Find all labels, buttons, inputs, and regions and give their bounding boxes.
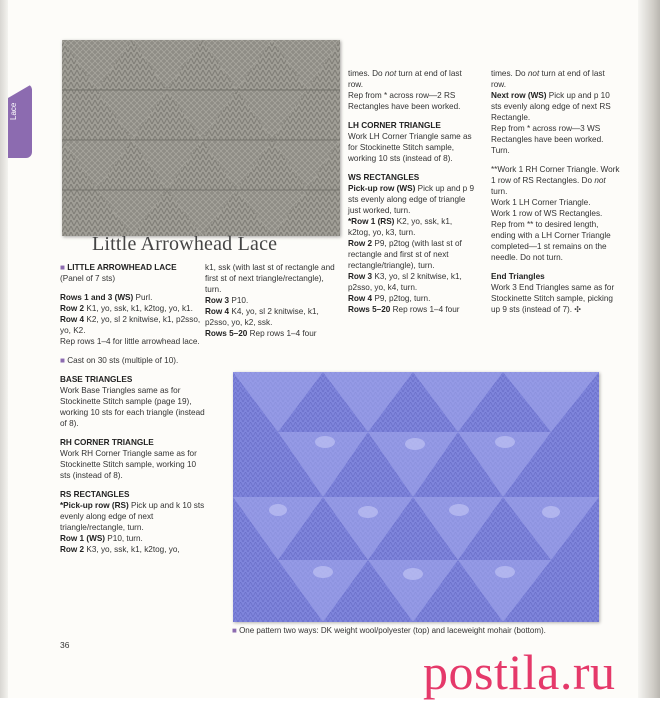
section-text: Work Base Triangles same as for Stockinette Stitch sample (page 19), working 10 sts for each triangle (instead of 8). [60, 386, 205, 428]
cast-on-note: Cast on 30 sts (multiple of 10). [67, 356, 179, 365]
pattern-title: Little Arrowhead Lace [92, 233, 278, 255]
row-text: K3, yo, ssk, k1, k2tog, yo, [84, 545, 180, 554]
row-text: K2, yo, ssk, k1, k2tog, yo, k3, turn. [348, 217, 453, 237]
emphasis: not [594, 176, 606, 185]
section-heading: RH CORNER TRIANGLE [60, 438, 154, 447]
page-gutter [0, 0, 8, 698]
text-column-2 [205, 262, 335, 347]
row-text: Pick up and k 10 sts evenly along edge of next triangle/rectangle, turn. [60, 501, 205, 532]
row-label: Rows 5–20 [348, 305, 391, 314]
row-label: Row 4 [60, 315, 85, 324]
row-label: Row 3 [205, 296, 230, 305]
row-label: Pick-up row (WS) [348, 184, 416, 193]
row-text: turn at end of last row. [491, 69, 605, 89]
repeat-note: Rep rows 1–4 for little arrowhead lace. [60, 337, 200, 346]
row-text: P9, p2tog, turn. [372, 294, 431, 303]
repeat-note: Rep from * across row—3 WS Rectangles have been worked. Turn. [491, 124, 604, 155]
row-text: turn. [491, 187, 508, 196]
row-label: Row 4 [205, 307, 230, 316]
watermark-text: postila.ru [423, 644, 616, 700]
swatch-top-texture [62, 40, 340, 236]
row-label: Row 2 [348, 239, 373, 248]
row-text: times. Do [348, 69, 385, 78]
row-label: Row 1 (WS) [60, 534, 106, 543]
section-heading: BASE TRIANGLES [60, 375, 133, 384]
page-number: 36 [60, 640, 70, 650]
section-tab-label: Lace [9, 102, 18, 120]
row-text: P10, turn. [105, 534, 143, 543]
tab-notch [8, 84, 32, 98]
row-text: K4, yo, sl 2 knitwise, k1, p2sso, yo, k2, ssk. [205, 307, 319, 327]
row-text: Pick up and p 10 sts evenly along edge of next RS Rectangle. [491, 91, 611, 122]
section-text: Work LH Corner Triangle same as for Stockinette Stitch sample, working 10 sts (instead of 8). [348, 132, 472, 163]
page-edge-shadow [638, 0, 660, 698]
row-label: Row 2 [60, 304, 85, 313]
text-column-4 [491, 68, 621, 323]
bullet-square-icon: ■ [60, 356, 65, 365]
row-text: k1, ssk (with last st of rectangle and first st of next triangle/rectangle), turn. [205, 263, 335, 294]
row-label: *Row 1 (RS) [348, 217, 395, 226]
text-column-1 [60, 262, 206, 563]
row-text: P9, p2tog (with last st of rectangle and first st of next rectangle/triangle), turn. [348, 239, 462, 270]
row-text: Work 1 LH Corner Triangle. [491, 198, 591, 207]
row-label: Row 2 [60, 545, 85, 554]
row-label: Rows 1 and 3 (WS) [60, 293, 134, 302]
row-text: K2, yo, sl 2 knitwise, k1, p2sso, yo, K2. [60, 315, 201, 335]
emphasis: not [384, 69, 397, 78]
section-heading: RS RECTANGLES [60, 490, 130, 499]
end-mark-icon: ✣ [574, 305, 582, 314]
repeat-note: Rep from * across row—2 RS Rectangles have been worked. [348, 91, 461, 111]
row-text: turn at end of last row. [348, 69, 462, 89]
row-text: Pick up and p 9 sts evenly along edge of triangle just worked, turn. [348, 184, 475, 215]
swatch-photo-top [62, 40, 340, 236]
row-label: Row 3 [348, 272, 373, 281]
row-text: **Work 1 RH Corner Triangle. Work 1 row of RS Rectangles. Do [491, 165, 620, 185]
section-text: Work RH Corner Triangle same as for Stockinette Stitch sample, working 10 sts (instead of 8). [60, 449, 197, 480]
row-label: Rows 5–20 [205, 329, 248, 338]
stitch-heading: LITTLE ARROWHEAD LACE [67, 263, 177, 272]
row-label: Next row (WS) [491, 91, 547, 100]
row-text: Purl. [133, 293, 153, 302]
text-column-3 [348, 68, 476, 323]
row-label: Row 4 [348, 294, 373, 303]
row-text: P10. [229, 296, 249, 305]
row-text: Rep rows 1–4 four [247, 329, 317, 338]
repeat-note: Rep from ** to desired length, ending with a LH Corner Triangle completed—1 st remains on the needle. Do not turn. [491, 220, 611, 262]
row-text: times. Do [491, 69, 528, 78]
row-text: Work 1 row of WS Rectangles. [491, 209, 603, 218]
row-label: *Pick-up row (RS) [60, 501, 129, 510]
section-text: Work 3 End Triangles same as for Stockinette Stitch sample, picking up 9 sts (instead of 7). [491, 283, 615, 314]
row-text: K3, yo, sl 2 knitwise, k1, p2sso, yo, k4, turn. [348, 272, 462, 292]
swatch-bottom-texture [233, 372, 599, 622]
photo-caption [232, 626, 546, 635]
bullet-square-icon: ■ [232, 626, 237, 635]
swatch-photo-bottom [233, 372, 599, 622]
caption-text: One pattern two ways: DK weight wool/polyester (top) and laceweight mohair (bottom). [239, 626, 546, 635]
row-text: K1, yo, ssk, k1, k2tog, yo, k1. [84, 304, 193, 313]
emphasis: not [527, 69, 540, 78]
panel-note: (Panel of 7 sts) [60, 274, 116, 283]
bullet-square-icon: ■ [60, 263, 65, 272]
section-heading: LH CORNER TRIANGLE [348, 121, 441, 130]
section-heading: End Triangles [491, 272, 545, 281]
row-text: Rep rows 1–4 four [390, 305, 460, 314]
section-heading: WS RECTANGLES [348, 173, 420, 182]
